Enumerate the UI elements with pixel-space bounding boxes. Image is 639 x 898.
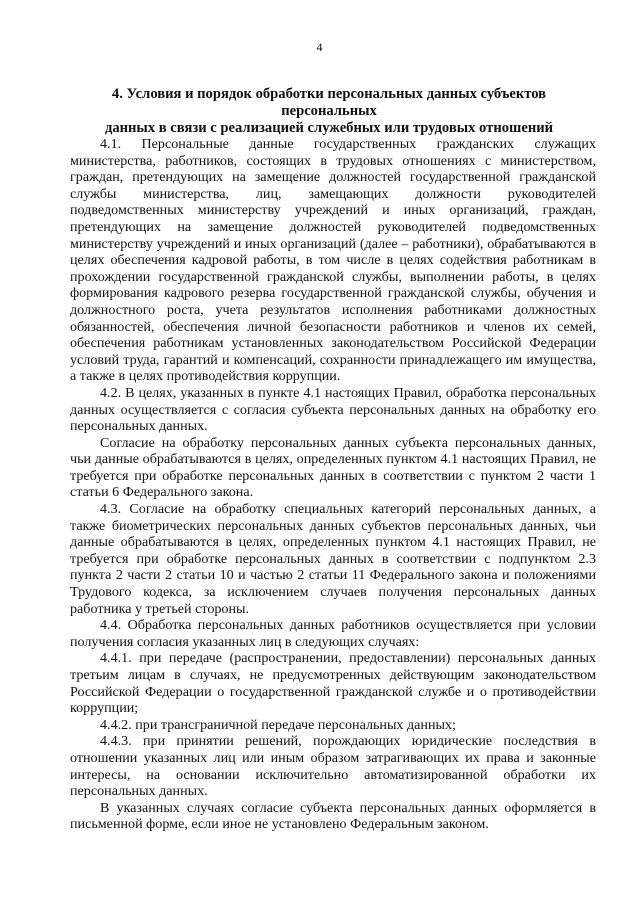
section-title-line-2: данных в связи с реализацией служебных или трудовых отношений	[104, 120, 554, 136]
paragraph-4-2-consent: Согласие на обработку персональных данных субъекта персональных данных, чьи данные обрабатываются в целях, определенных пунктом 4.1 настоящих Правил, не требуется при обработке персональных данных в соответствии с пунктом 2 части 1 статьи 6 Федерального закона.	[70, 434, 596, 501]
section-title-line-1: 4. Условия и порядок обработки персональных данных субъектов персональных	[111, 86, 547, 119]
paragraph-4-4-3: 4.4.3. при принятии решений, порождающих юридические последствия в отношении указанных лиц или иным образом затрагивающих их права и законные интересы, на основании исключительно автоматизированной обработки их персональных данных.	[70, 733, 596, 800]
paragraph-4-4-2: 4.4.2. при трансграничной передаче персональных данных;	[100, 716, 456, 733]
section-title	[66, 86, 592, 137]
paragraph-4-1: 4.1. Персональные данные государственных гражданских служащих министерства, работников, состоящих в трудовых отношениях с министерством, граждан, претендующих на замещение должностей государственной гражданской службы министерства, лиц, замещающих должности руководителей подведомственных министерству учреждений и иных организаций, граждан, претендующих на замещение должностей руководителей подведомственных министерству учреждений и иных организаций (далее – работники), обрабатываются в целях обеспечения кадровой работы, в том числе в целях содействия работникам в прохождении государственной гражданской службы, выполнении работы, в целях формирования кадрового резерва государственной гражданской службы, обучения и должностного роста, учета результатов исполнения работниками должностных обязанностей, обеспечения личной безопасности работников и членов их семей, обеспечения работникам установленных законодательством Российской Федерации условий труда, гарантий и компенсаций, сохранности принадлежащего им имущества, а также в целях противодействия коррупции.	[70, 136, 596, 385]
document-body	[70, 136, 596, 833]
page-number: 4	[316, 40, 323, 54]
paragraph-4-4: 4.4. Обработка персональных данных работников осуществляется при условии получения согласия указанных лиц в следующих случаях:	[70, 617, 596, 650]
paragraph-closing: В указанных случаях согласие субъекта персональных данных оформляется в письменной форме, если иное не установлено Федеральным законом.	[70, 799, 596, 833]
paragraph-4-4-1: 4.4.1. при передаче (распространении, предоставлении) персональных данных третьим лицам в случаях, не предусмотренных действующим законодательством Российской Федерации о государственной гражданской службе и о противодействии коррупции;	[70, 650, 596, 717]
paragraph-4-3: 4.3. Согласие на обработку специальных категорий персональных данных, а также биометрических персональных данных субъектов персональных данных, чьи данные обрабатываются в целях, определенных пунктом 4.1 настоящих Правил, не требуется при обработке персональных данных в соответствии с подпунктом 2.3 пункта 2 части 2 статьи 10 и частью 2 статьи 11 Федерального закона и положениями Трудового кодекса, за исключением случаев получения персональных данных работника у третьей стороны.	[70, 501, 596, 617]
paragraph-4-2: 4.2. В целях, указанных в пункте 4.1 настоящих Правил, обработка персональных данных осуществляется с согласия субъекта персональных данных на обработку его персональных данных.	[70, 384, 596, 435]
